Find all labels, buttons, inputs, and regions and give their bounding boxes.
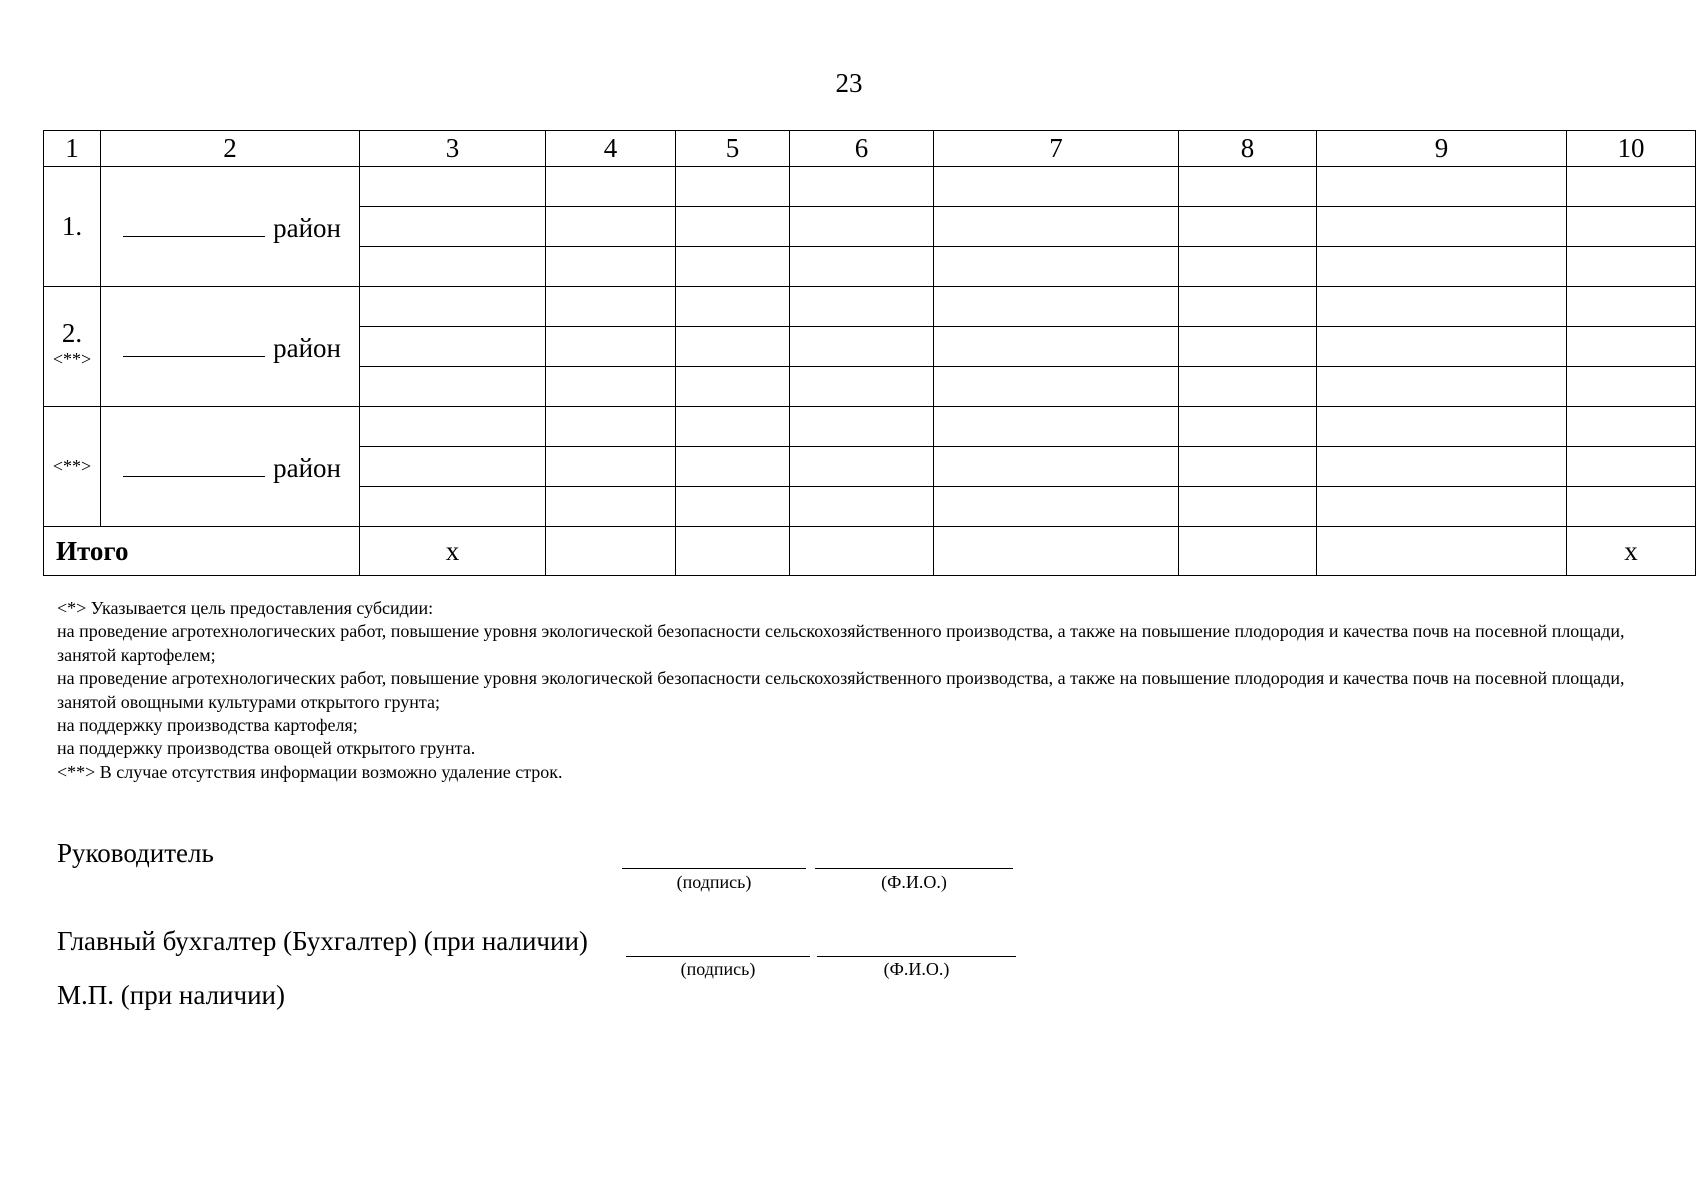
data-cell [546, 327, 676, 367]
data-cell [1567, 247, 1696, 287]
footnote-line: на проведение агротехнологических работ, повышение уровня экологической безопасности сельскохозяйственного производства, а также на повышение плодородия и качества почв на посевной площади, занятой овощными культурами открытого грунта; [57, 668, 1625, 712]
data-cell [676, 367, 790, 407]
total-cell [1317, 527, 1567, 576]
data-cell [546, 167, 676, 207]
header-cell: 2 [101, 131, 360, 167]
footnote-line: <*> Указывается цель предоставления субсидии: [57, 598, 434, 618]
total-cell [934, 527, 1179, 576]
data-cell [790, 487, 934, 527]
district-cell [101, 167, 360, 287]
data-cell [790, 367, 934, 407]
accountant-label: Главный бухгалтер (Бухгалтер) (при наличии) [57, 926, 588, 956]
row-number-cell [44, 287, 101, 407]
data-cell [790, 167, 934, 207]
data-cell [1179, 207, 1317, 247]
header-cell: 7 [934, 131, 1179, 167]
data-cell [1317, 367, 1567, 407]
data-cell [1179, 487, 1317, 527]
footnote-line: на проведение агротехнологических работ, повышение уровня экологической безопасности сельскохозяйственного производства, а также на повышение плодородия и качества почв на посевной площади, занятой картофелем; [57, 621, 1625, 665]
data-cell [790, 447, 934, 487]
data-cell [1567, 367, 1696, 407]
data-cell [546, 287, 676, 327]
district-name-blank [123, 212, 265, 237]
data-table [43, 130, 1696, 576]
data-cell [360, 287, 546, 327]
table-header-row [44, 131, 1696, 167]
data-cell [790, 247, 934, 287]
head-signature-caption: (подпись) [676, 872, 752, 892]
row-number: 2. [61, 318, 83, 349]
data-cell [360, 207, 546, 247]
data-cell [360, 487, 546, 527]
district-label: район [273, 452, 341, 483]
accountant-name-line [817, 956, 1016, 957]
header-cell: 3 [360, 131, 546, 167]
header-cell: 4 [546, 131, 676, 167]
data-cell [790, 327, 934, 367]
data-cell [676, 207, 790, 247]
data-cell [1317, 207, 1567, 247]
data-cell [676, 167, 790, 207]
accountant-signature-caption: (подпись) [680, 959, 756, 979]
data-cell [1567, 207, 1696, 247]
data-cell [1317, 407, 1567, 447]
row-number-cell [44, 407, 101, 527]
data-cell [360, 367, 546, 407]
row-footnote-mark: <**> [52, 455, 92, 476]
data-cell [934, 167, 1179, 207]
data-cell [934, 487, 1179, 527]
district-cell [101, 287, 360, 407]
data-cell [1317, 167, 1567, 207]
row-number-cell [44, 167, 101, 287]
data-cell [676, 287, 790, 327]
total-cell: x [360, 527, 546, 576]
district-label: район [273, 332, 341, 363]
head-label: Руководитель [57, 838, 214, 868]
data-cell [790, 407, 934, 447]
data-cell [1317, 247, 1567, 287]
data-cell [934, 327, 1179, 367]
total-cell [1179, 527, 1317, 576]
footnote-line: на поддержку производства картофеля; [57, 715, 358, 736]
data-cell [790, 207, 934, 247]
district-name-blank [123, 332, 265, 357]
total-cell: x [1567, 527, 1696, 576]
data-cell [790, 287, 934, 327]
data-cell [1317, 327, 1567, 367]
data-cell [1567, 447, 1696, 487]
data-cell [1567, 287, 1696, 327]
data-cell [360, 167, 546, 207]
data-cell [360, 247, 546, 287]
district-name-blank [123, 452, 265, 477]
header-cell: 5 [676, 131, 790, 167]
header-cell: 6 [790, 131, 934, 167]
district-cell [101, 407, 360, 527]
data-cell [1179, 447, 1317, 487]
data-cell [1179, 327, 1317, 367]
data-cell [360, 407, 546, 447]
header-cell: 10 [1567, 131, 1696, 167]
data-cell [1567, 327, 1696, 367]
data-cell [1317, 287, 1567, 327]
footnotes [57, 597, 1657, 784]
header-cell: 1 [44, 131, 101, 167]
data-cell [1179, 287, 1317, 327]
table-row [44, 287, 1696, 327]
data-cell [1567, 407, 1696, 447]
data-cell [546, 367, 676, 407]
data-cell [934, 367, 1179, 407]
data-cell [546, 247, 676, 287]
accountant-signature-line [626, 956, 810, 957]
footnote-line: на поддержку производства овощей открытого грунта. [57, 738, 476, 759]
total-cell [546, 527, 676, 576]
data-cell [934, 447, 1179, 487]
data-cell [934, 287, 1179, 327]
page-number: 23 [835, 68, 863, 98]
total-cell [790, 527, 934, 576]
data-cell [934, 247, 1179, 287]
head-name-line [815, 868, 1013, 869]
data-cell [934, 407, 1179, 447]
data-cell [546, 487, 676, 527]
table-row [44, 407, 1696, 447]
data-cell [934, 207, 1179, 247]
total-label: Итого [44, 527, 360, 576]
data-cell [676, 447, 790, 487]
total-cell [676, 527, 790, 576]
data-cell [1567, 487, 1696, 527]
accountant-name-caption: (Ф.И.О.) [883, 959, 950, 979]
header-cell: 8 [1179, 131, 1317, 167]
head-signature-line [622, 868, 806, 869]
data-cell [676, 247, 790, 287]
data-cell [546, 207, 676, 247]
data-cell [360, 327, 546, 367]
data-cell [1179, 367, 1317, 407]
stamp-label: М.П. (при наличии) [57, 980, 285, 1010]
header-cell: 9 [1317, 131, 1567, 167]
data-cell [546, 447, 676, 487]
data-cell [546, 407, 676, 447]
data-cell [360, 447, 546, 487]
data-cell [676, 487, 790, 527]
district-label: район [273, 212, 341, 243]
data-cell [1179, 247, 1317, 287]
data-cell [676, 407, 790, 447]
data-cell [1317, 487, 1567, 527]
row-footnote-mark: <**> [52, 349, 92, 370]
data-cell [1567, 167, 1696, 207]
data-cell [1317, 447, 1567, 487]
table-row [44, 167, 1696, 207]
data-cell [1179, 167, 1317, 207]
total-row [44, 527, 1696, 576]
data-cell [1179, 407, 1317, 447]
data-cell [676, 327, 790, 367]
head-name-caption: (Ф.И.О.) [881, 872, 947, 892]
footnote-line: <**> В случае отсутствия информации возможно удаление строк. [57, 761, 563, 782]
row-number: 1. [61, 211, 83, 241]
